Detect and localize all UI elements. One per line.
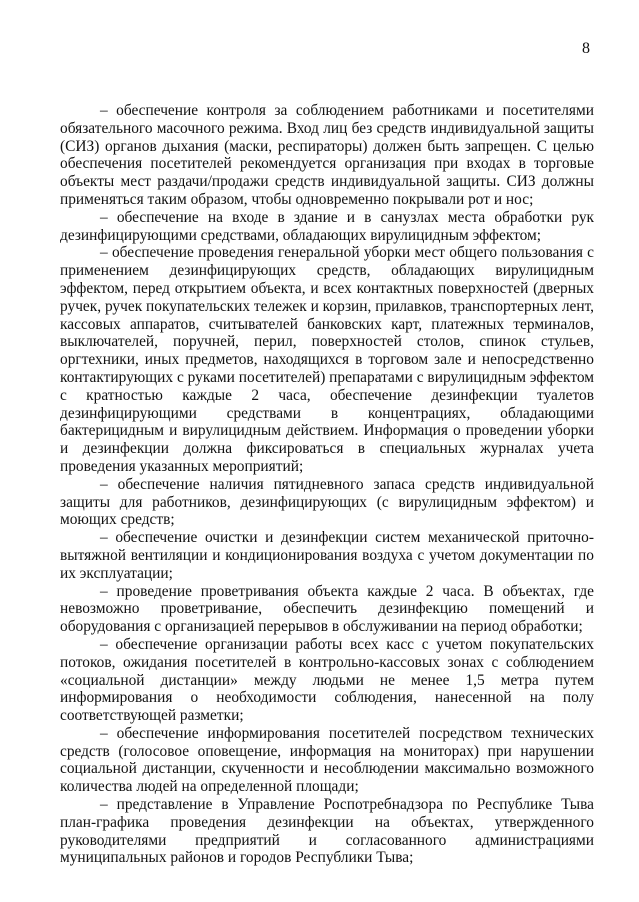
paragraph-ppe-stock: – обеспечение наличия пятидневного запаса средств индивидуальной защиты для работников, дезинфицирующих (с вирулицидным эффектом) и моющих средств; <box>60 475 594 529</box>
paragraph-ventilation-cleaning: – обеспечение очистки и дезинфекции систем механической приточно-вытяжной вентиляции и кондиционирования воздуха с учетом документации по их эксплуатации; <box>60 529 594 582</box>
paragraph-visitor-informing: – обеспечение информирования посетителей посредством технических средств (голосовое оповещение, информация на мониторах) при нарушении социальной дистанции, скученности и несоблюдении максимально возможного количества людей на определенной площади; <box>60 724 594 796</box>
paragraph-checkout-distancing: – обеспечение организации работы всех касс с учетом покупательских потоков, ожидания посетителей в контрольно-кассовых зонах с соблюдением «социальной дистанции» между людьми не менее 1,5 метра путем информирования о необходимости соблюдения, нанесенной на полу соответствующей разметки; <box>60 635 594 725</box>
paragraph-airing: – проведение проветривания объекта каждые 2 часа. В объектах, где невозможно проветривание, обеспечить дезинфекцию помещений и оборудования с организацией перерывов в обслуживании на период обработки; <box>60 582 594 636</box>
page-number: 8 <box>582 40 590 57</box>
paragraph-general-cleaning: – обеспечение проведения генеральной уборки мест общего пользования с применением дезинфицирующих средств, обладающих вирулицидным эффектом, перед открытием объекта, и всех контактных поверхностей (дверных ручек, ручек покупательских тележек и корзин, прилавков, транспортерных лент, кассовых аппаратов, считывателей банковских карт, платежных терминалов, выключателей, поручней, перил, поверхностей столов, спинок стульев, оргтехники, иных предметов, находящихся в торговом зале и непосредственно контактирующих с руками посетителей) препаратами с вирулицидным эффектом с кратностью каждые 2 часа, обеспечение дезинфекции туалетов дезинфицирующими средствами в концентрациях, обладающими бактерицидным и вирулицидным действием. Информация о проведении уборки и дезинфекции должна фиксироваться в специальных журналах учета проведения указанных мероприятий; <box>60 244 594 475</box>
paragraph-disinfection-schedule: – представление в Управление Роспотребнадзора по Республике Тыва план-графика проведения дезинфекции на объектах, утвержденного руководителями предприятий и согласованного администрациями муниципальных районов и городов Республики Тыва; <box>60 796 594 867</box>
paragraph-mask-regime: – обеспечение контроля за соблюдением работниками и посетителями обязательного масочного режима. Вход лиц без средств индивидуальной защиты (СИЗ) органов дыхания (маски, респираторы) должен быть запрещен. С целью обеспечения посетителей рекомендуется организация при входах в торговые объекты мест раздачи/продажи средств индивидуальной защиты. СИЗ должны применяться таким образом, чтобы одновременно покрывали рот и нос; <box>60 102 594 208</box>
paragraph-hand-sanitizing: – обеспечение на входе в здание и в санузлах места обработки рук дезинфицирующими средствами, обладающих вирулицидным эффектом; <box>60 208 594 244</box>
document-body <box>60 102 594 867</box>
